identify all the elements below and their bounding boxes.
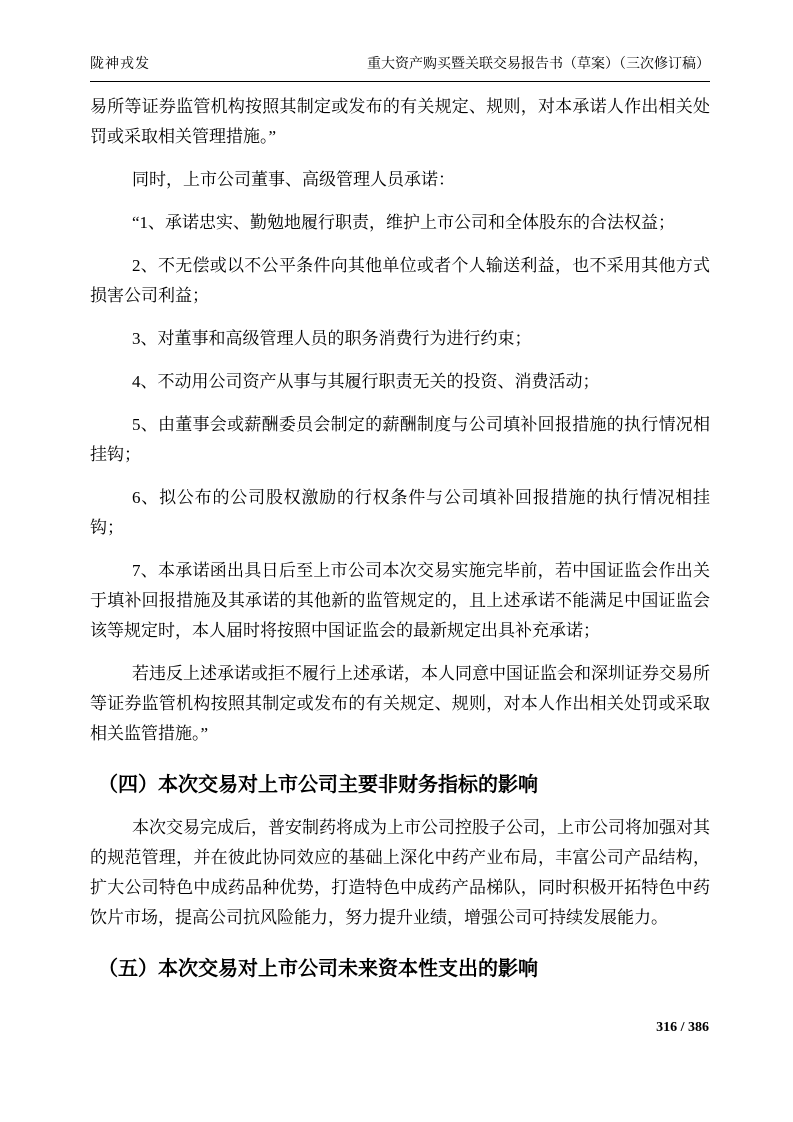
paragraph-item-4: 4、不动用公司资产从事与其履行职责无关的投资、消费活动； <box>132 372 600 391</box>
paragraph-item-3: 3、对董事和高级管理人员的职务消费行为进行约束； <box>132 329 532 348</box>
section-heading-4-nonfinancial-impact: （四）本次交易对上市公司主要非财务指标的影响 <box>98 774 538 796</box>
header-company-name: 陇神戎发 <box>90 57 150 72</box>
paragraph-item-2: 2、不无偿或以不公平条件向其他单位或者个人输送利益，也不采用其他方式损害公司利益； <box>90 256 710 305</box>
paragraph-continuation: 易所等证券监管机构按照其制定或发布的有关规定、规则，对本承诺人作出相关处罚或采取相关管理措施。” <box>90 97 710 146</box>
paragraph-item-1: “1、承诺忠实、勤勉地履行职责，维护上市公司和全体股东的合法权益； <box>132 213 676 232</box>
page-number: 316 / 386 <box>656 1020 709 1035</box>
paragraph-violation-clause: 若违反上述承诺或拒不履行上述承诺，本人同意中国证监会和深圳证券交易所等证券监管机构按照其制定或发布的有关规定、规则，对本人作出相关处罚或采取相关监管措施。” <box>90 664 710 743</box>
page-header <box>90 56 710 82</box>
paragraph-item-7: 7、本承诺函出具日后至上市公司本次交易实施完毕前，若中国证监会作出关于填补回报措施及其承诺的其他新的监管规定的，且上述承诺不能满足中国证监会该等规定时，本人届时将按照中国证监会的最新规定出具补充承诺； <box>90 561 710 640</box>
paragraph-item-6: 6、拟公布的公司股权激励的行权条件与公司填补回报措施的执行情况相挂钩； <box>90 488 710 537</box>
paragraph-item-5: 5、由董事会或薪酬委员会制定的薪酬制度与公司填补回报措施的执行情况相挂钩； <box>90 415 710 464</box>
document-body <box>90 92 710 984</box>
header-report-title: 重大资产购买暨关联交易报告书（草案）（三次修订稿） <box>367 57 710 72</box>
paragraph-section-4-body: 本次交易完成后，普安制药将成为上市公司控股子公司，上市公司将加强对其的规范管理，并在彼此协同效应的基础上深化中药产业布局，丰富公司产品结构，扩大公司特色中成药品种优势，打造特色中成药产品梯队，同时积极开拓特色中药饮片市场，提高公司抗风险能力，努力提升业绩，增强公司可持续发展能力。 <box>90 818 710 927</box>
section-heading-5-capital-expenditure-impact: （五）本次交易对上市公司未来资本性支出的影响 <box>98 958 538 980</box>
paragraph-intro-commitment: 同时，上市公司董事、高级管理人员承诺： <box>132 170 455 189</box>
